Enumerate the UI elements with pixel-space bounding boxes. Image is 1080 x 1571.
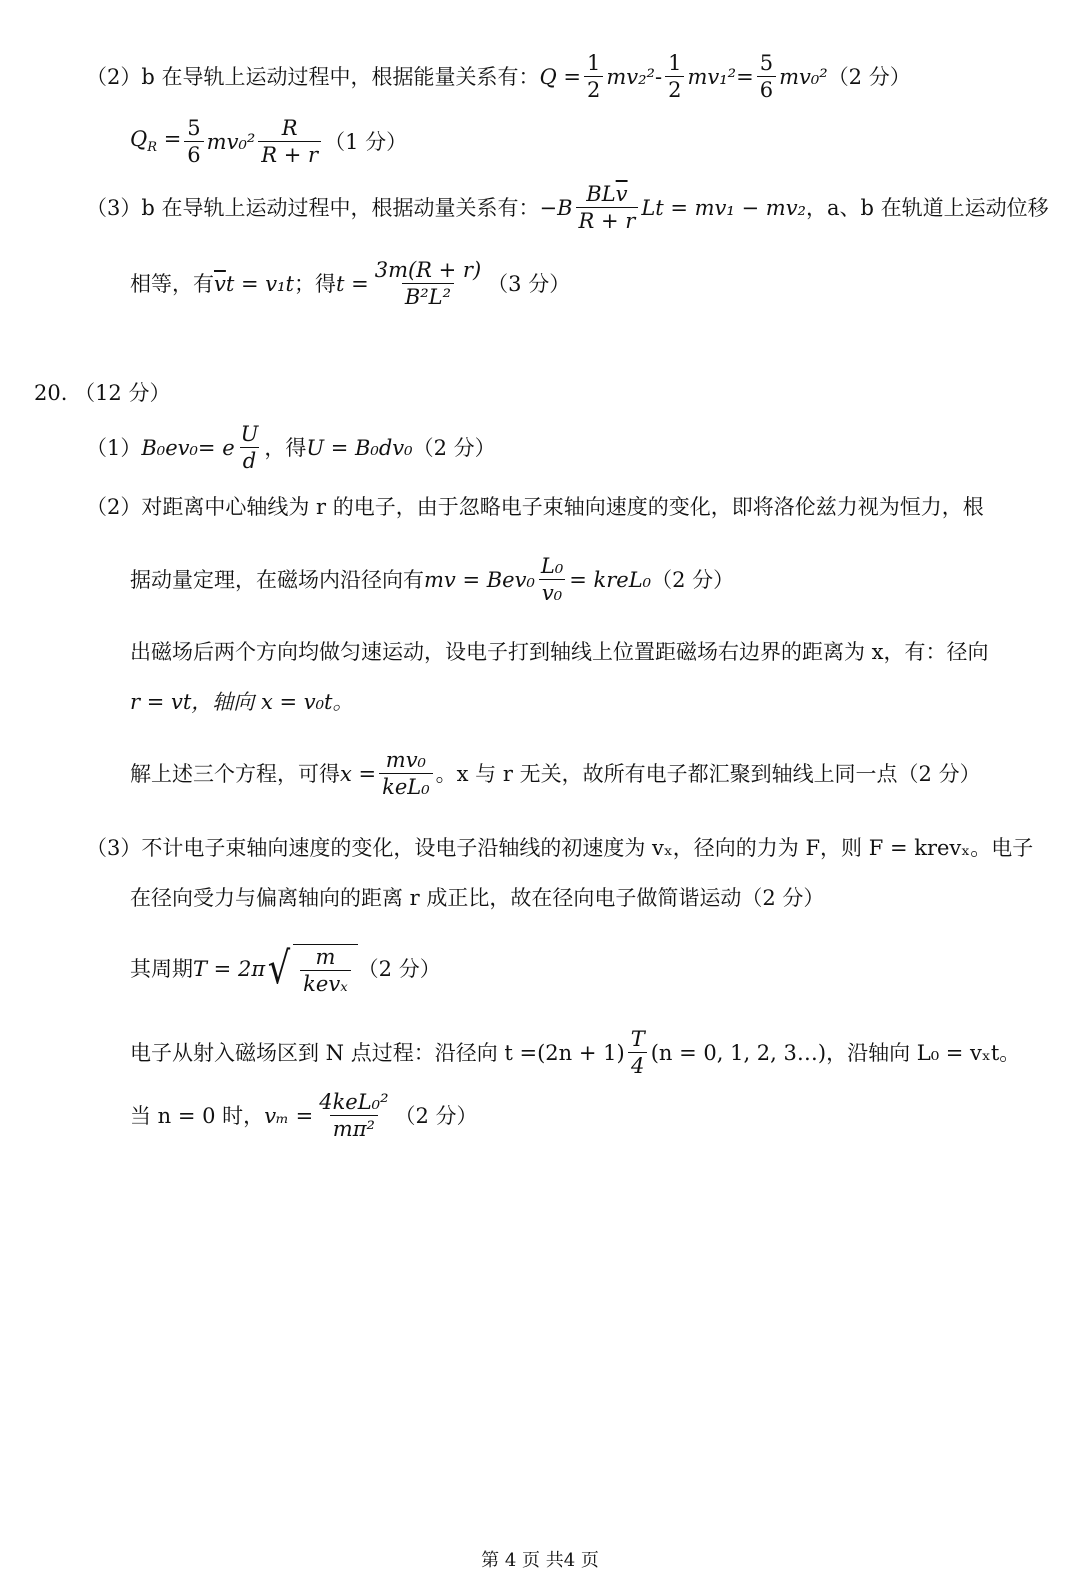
math-teq2: T = 2π — [193, 956, 266, 981]
fraction-vm: 4keL₀² mπ² — [319, 1090, 389, 1141]
fraction-u-d: U d — [240, 422, 259, 473]
score: （2 分） — [357, 956, 441, 981]
line-20-3c — [130, 938, 441, 1000]
score: （2 分） — [394, 1103, 478, 1128]
text: 20. （12 分） — [34, 380, 171, 405]
fraction-t: $\frac{3m(R + r)}{\text{B²L²}}$ — [374, 258, 482, 309]
line-20-2 — [86, 494, 984, 520]
text: 电子从射入磁场区到 N 点过程：沿径向 t =(2n + 1) — [130, 1040, 625, 1065]
fraction-five-six-2: $\frac{5}{6}$ — [184, 118, 203, 166]
math-ueq: U = B₀dv₀ — [306, 435, 413, 460]
math-vm: vₘ = — [264, 1103, 314, 1128]
math-minus-b: −B — [539, 195, 573, 220]
fraction-l0-v0: $\frac{\text{L₀}}{\text{v₀}}$ — [540, 554, 564, 605]
line-20-2b — [130, 552, 734, 608]
text: （3）不计电子束轴向速度的变化，设电子沿轴线的初速度为 vₓ，径向的力为 F，则 F = krevₓ。电子 — [86, 835, 1034, 860]
line-qr — [130, 118, 407, 166]
line-time — [130, 256, 570, 312]
math-vt: $\overline{v}t = v_1t$ — [214, 271, 294, 296]
math-teq: t = — [335, 271, 369, 296]
text: ，得 — [264, 435, 307, 460]
score: （2 分） — [651, 567, 735, 592]
line-2-energy — [86, 51, 911, 102]
text-tail: ，a、b 在轨道上运动位移 — [805, 195, 1049, 220]
text: （2）对距离中心轴线为 r 的电子，由于忽略电子束轴向速度的变化，即将洛伦兹力视为恒力，根 — [86, 494, 984, 519]
math-qr: $Q_R$ = — [130, 127, 182, 156]
fraction-t4: T 4 — [628, 1029, 648, 1077]
text-tail: (n = 0, 1, 2, 3…)，沿轴向 L₀ = vₓt。 — [650, 1040, 1021, 1065]
math-xeq: x = — [340, 761, 377, 786]
line-3-momentum — [86, 182, 1049, 234]
math-kre: = kreL₀ — [569, 567, 652, 592]
score: （3 分） — [487, 271, 571, 296]
score: （1 分） — [324, 129, 408, 154]
text: r = vt，轴向 x = v₀t。 — [130, 689, 354, 714]
score: （2 分） — [412, 435, 496, 460]
text: （1） — [86, 435, 142, 460]
line-20-3b — [130, 885, 824, 911]
fraction-x: mv₀ keL₀ — [379, 750, 433, 798]
text: （3）b 在导轨上运动过程中，根据动量关系有： — [86, 195, 540, 220]
math-lt: Lt = mv₁ − mv₂ — [641, 195, 806, 220]
math-b0: B₀ev₀= e — [141, 435, 235, 460]
math-mv1: mv₁²= — [687, 64, 754, 89]
fraction-r-rr: R R + r — [258, 118, 321, 166]
text: 出磁场后两个方向均做匀速运动，设电子打到轴线上位置距磁场右边界的距离为 x，有：径向 — [130, 639, 989, 664]
text: 其周期 — [130, 956, 193, 981]
sqrt-icon: √ — [267, 942, 291, 994]
fraction-half-2: 1 2 — [665, 53, 684, 101]
score: （2 分） — [827, 64, 911, 89]
math-mv: mv = Bev₀ — [424, 567, 535, 592]
math-mv0-2: mv₀² — [206, 129, 256, 154]
math-minus: - — [654, 64, 663, 89]
math-q: Q = — [539, 64, 581, 89]
fraction-blv: $BL\overline{v}$ R + r — [576, 184, 639, 232]
line-20-2e — [130, 746, 981, 802]
text: 解上述三个方程，可得 — [130, 761, 340, 786]
text: （2）b 在导轨上运动过程中，根据能量关系有： — [86, 64, 540, 89]
line-20-3d — [130, 1026, 1020, 1080]
line-20-3e — [130, 1088, 478, 1144]
line-20-2d — [130, 689, 353, 715]
fraction-half: $\frac{1}{2}$ — [584, 53, 603, 101]
math-mv2: mv₂² — [606, 64, 655, 89]
line-20-3 — [86, 835, 1033, 861]
text: 当 n = 0 时， — [130, 1103, 265, 1128]
math-mv0: mv₀² — [779, 64, 828, 89]
line-20-1 — [86, 422, 496, 474]
line-20-2c — [130, 639, 989, 665]
question-20-heading — [34, 380, 170, 406]
page-footer: 第 4 页 共4 页 — [481, 1550, 599, 1571]
fraction-five-six: $\frac{5}{6}$ — [757, 53, 776, 101]
text: 在径向受力与偏离轴向的距离 r 成正比，故在径向电子做简谐运动（2 分） — [130, 885, 825, 910]
text-tail: 。x 与 r 无关，故所有电子都汇聚到轴线上同一点（2 分） — [435, 761, 981, 786]
text: 相等，有 — [130, 271, 214, 296]
text: 据动量定理，在磁场内沿径向有 — [130, 567, 424, 592]
text: ；得 — [293, 271, 336, 296]
sqrt-period: √ m kevₓ — [265, 944, 358, 995]
